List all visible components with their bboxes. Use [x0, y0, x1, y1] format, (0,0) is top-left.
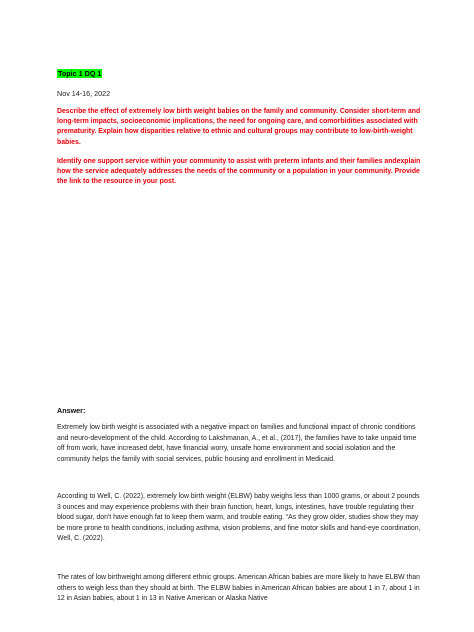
topic-label: Topic 1 DQ 1 [58, 69, 102, 78]
post-date: Nov 14-16, 2022 [57, 89, 111, 98]
answer-paragraph: Extremely low birth weight is associated with a negative impact on families and functional impact of chronic conditions and neuro-development of the child. According to Lakshmanan, A., et al., (2017), the families have to take unpaid time off from work, have increased debt, have financial worry, unsafe home environment and social isolation and the community helps the family with social services, public housing and enrollment in Medicaid. [57, 424, 417, 463]
answer-block-3 [57, 573, 423, 605]
answer-paragraph: The rates of low birthweight among different ethnic groups. American African babies are more likely to have ELBW than others to weigh less than they should at birth. The ELBW babies in American African babies are about 1 in 7, about 1 in 12 in Asian babies, about 1 in 13 in Native American or Alaska Native [57, 574, 420, 603]
question-block-2 [57, 157, 423, 188]
question-paragraph: Describe the effect of extremely low birth weight babies on the family and community. Consider short-term and long-term impacts, socioeconomic implications, the need for ongoing care, and comorbidities associated with prematurity. Explain how disparities relative to ethnic and cultural groups may contribute to low-birth-weight babies. [57, 108, 421, 146]
answer-paragraph: According to Well, C. (2022), extremely low birth weight (ELBW) baby weighs less than 1000 grams, or about 2 pounds 3 ounces and may experience problems with their brain function, heart, lungs, intestines, have trouble regulating their blood sugar, don't have enough fat to keep them warm, and trouble eating. “As they grow older, studies show they may be more prone to health conditions, including asthma, vision problems, and fine motor skills and hand-eye coordination, Well, C. (2022). [57, 493, 421, 543]
answer-heading: Answer: [57, 406, 86, 415]
answer-block-2 [57, 492, 423, 545]
question-block-1 [57, 107, 423, 148]
question-paragraph: Identify one support service within your community to assist with preterm infants and their families andexplain how the service adequately addresses the needs of the community or a population in your community. Provide the link to the resource in your post. [57, 158, 421, 186]
answer-block-1 [57, 423, 423, 465]
